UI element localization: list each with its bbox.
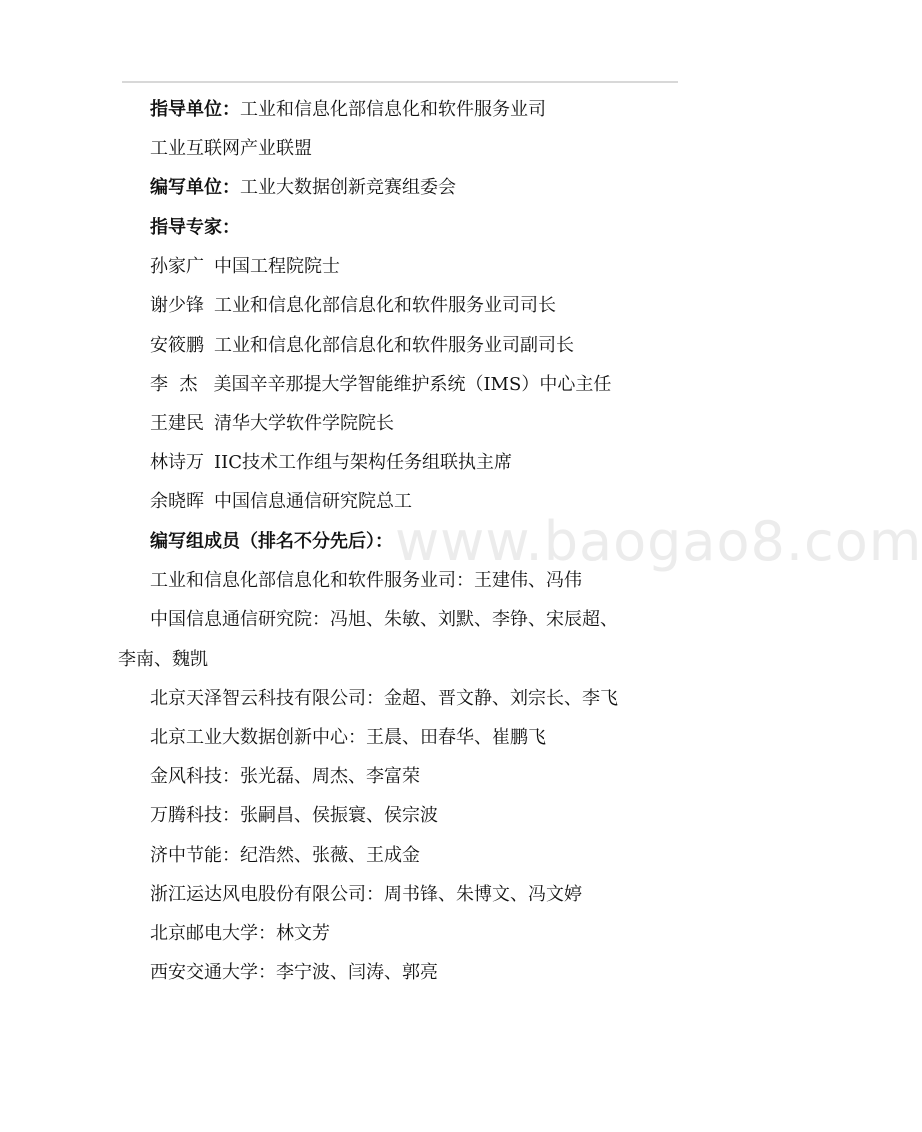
compile-unit-value: 工业大数据创新竞赛组委会: [240, 177, 456, 198]
header-rule: [122, 81, 678, 83]
expert-title: 美国辛辛那提大学智能维护系统（IMS）中心主任: [213, 374, 612, 395]
expert-name: 王建民: [150, 413, 204, 434]
expert-title: 中国工程院院士: [214, 256, 340, 277]
expert-row: [150, 413, 394, 435]
member-line: 浙江运达风电股份有限公司：周书锋、朱博文、冯文婷: [150, 884, 582, 905]
expert-name: 孙家广: [150, 256, 204, 277]
expert-name: 安筱鹏: [150, 335, 204, 356]
expert-row: [150, 452, 512, 474]
expert-row: [150, 256, 340, 278]
member-line: 北京邮电大学：林文芳: [150, 923, 330, 944]
expert-title: 工业和信息化部信息化和软件服务业司司长: [214, 295, 556, 316]
member-line: 济中节能：纪浩然、张薇、王成金: [150, 845, 420, 866]
compile-unit-line: [150, 177, 456, 199]
expert-row: [150, 335, 574, 357]
watermark: www.baogao8.com: [395, 510, 922, 573]
expert-name: 余晓晖: [150, 491, 204, 512]
member-line: 北京工业大数据创新中心：王晨、田春华、崔鹏飞: [150, 727, 546, 748]
guide-unit-line-2: 工业互联网产业联盟: [150, 138, 312, 159]
expert-title: 中国信息通信研究院总工: [214, 491, 412, 512]
member-line: 西安交通大学：李宁波、闫涛、郭亮: [150, 962, 438, 983]
member-line: 北京天泽智云科技有限公司：金超、晋文静、刘宗长、李飞: [150, 688, 618, 709]
expert-title: IIC技术工作组与架构任务组联执主席: [214, 452, 512, 473]
expert-row: [150, 491, 412, 513]
experts-heading: 指导专家：: [150, 217, 240, 238]
member-line: 万腾科技：张嗣昌、侯振寰、侯宗波: [150, 805, 438, 826]
member-line: 金风科技：张光磊、周杰、李富荣: [150, 766, 420, 787]
expert-row: [150, 295, 556, 317]
compile-unit-label: 编写单位：: [150, 177, 240, 198]
member-line: 工业和信息化部信息化和软件服务业司：王建伟、冯伟: [150, 570, 582, 591]
expert-name: 谢少锋: [150, 295, 204, 316]
member-line: 中国信息通信研究院：冯旭、朱敏、刘默、李铮、宋辰超、: [150, 609, 618, 630]
members-heading: 编写组成员（排名不分先后）：: [150, 531, 393, 552]
expert-title: 清华大学软件学院院长: [214, 413, 394, 434]
expert-title: 工业和信息化部信息化和软件服务业司副司长: [214, 335, 574, 356]
guide-unit-label: 指导单位：: [150, 99, 240, 120]
expert-row: [150, 374, 611, 396]
member-line: 李南、魏凯: [118, 649, 208, 670]
expert-name: 林诗万: [150, 452, 204, 473]
guide-unit-value: 工业和信息化部信息化和软件服务业司: [240, 99, 546, 120]
expert-name: 李 杰: [150, 374, 198, 395]
guide-unit-line: [150, 99, 546, 121]
